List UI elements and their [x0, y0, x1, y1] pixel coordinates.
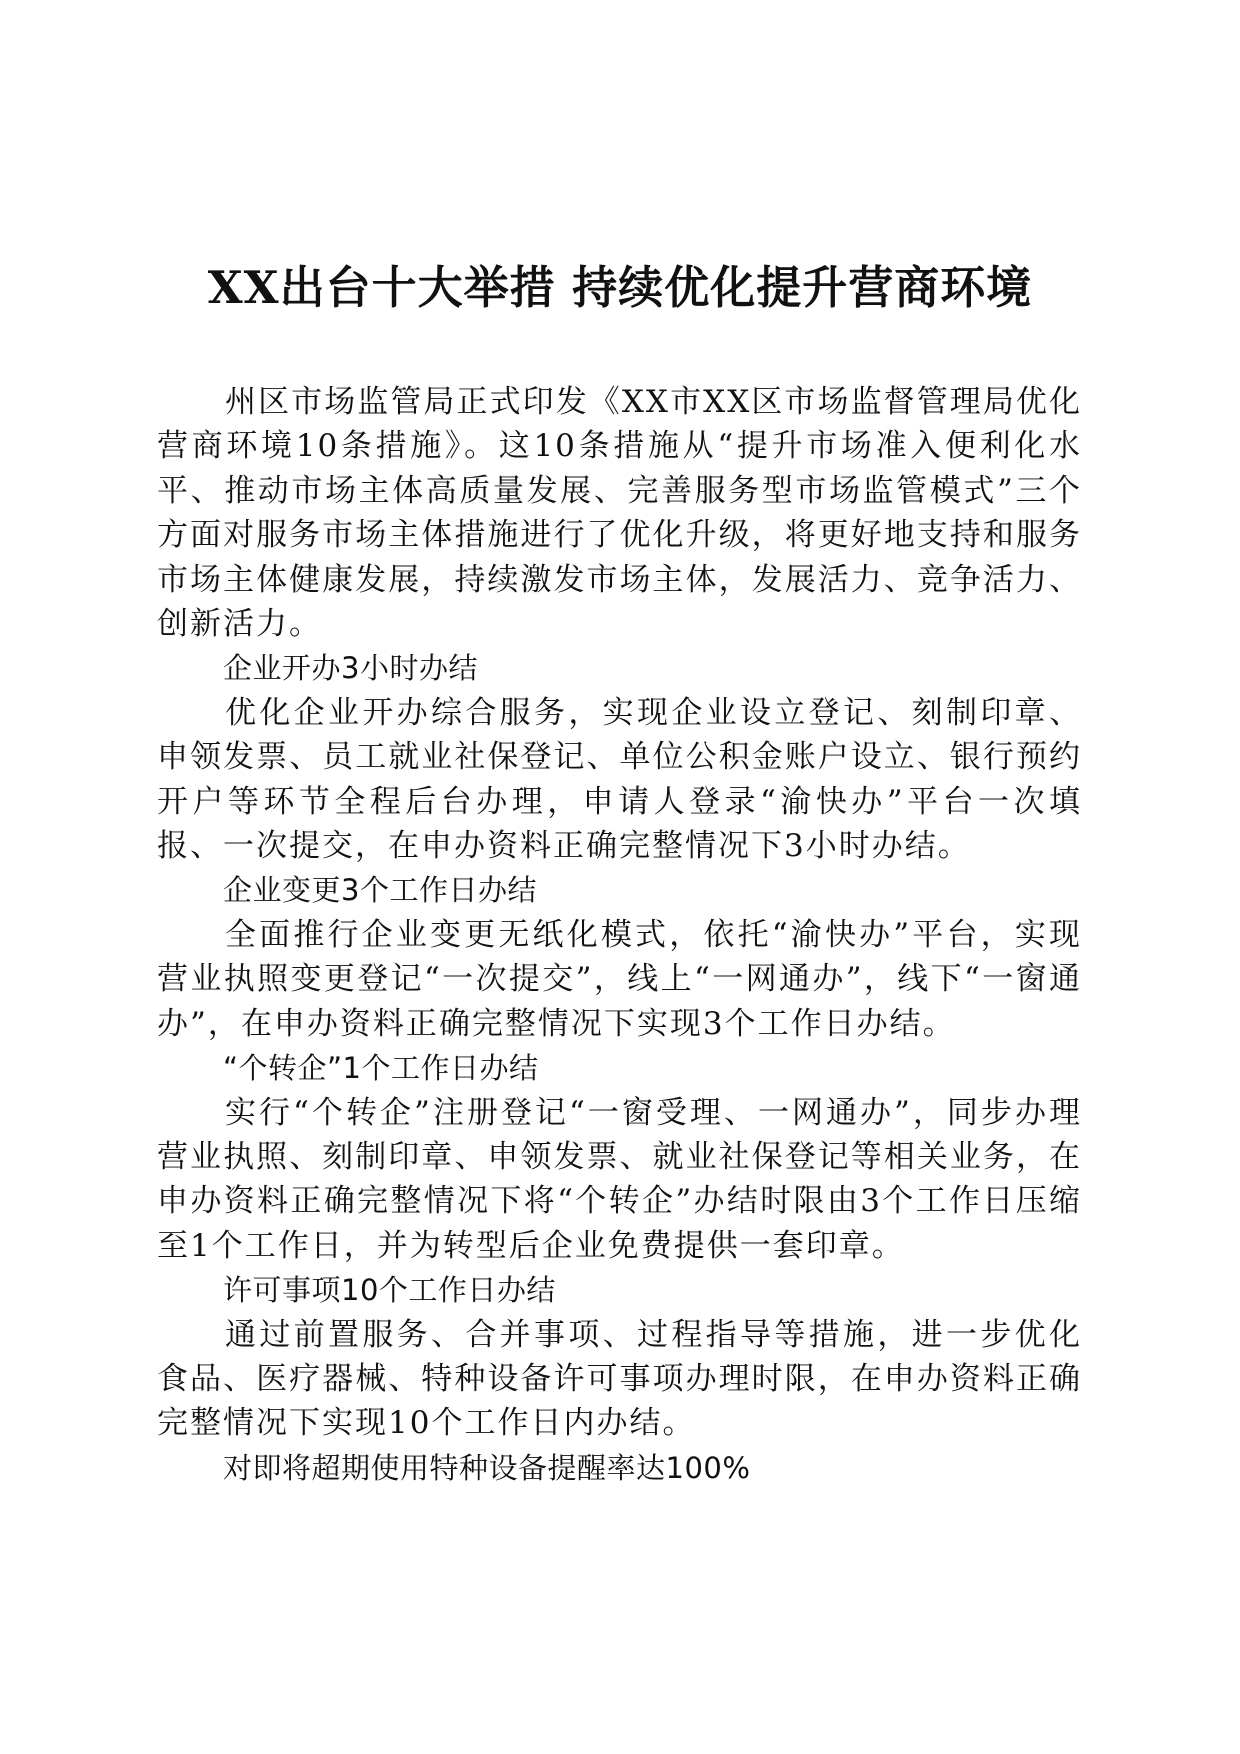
section-heading-company-change: 企业变更3个工作日办结: [223, 873, 537, 908]
document-title: XX出台十大举措 持续优化提升营商环境: [207, 261, 1033, 314]
section-heading-individual-to-company: “个转企”1个工作日办结: [223, 1051, 539, 1086]
intro-paragraph: 州区市场监管局正式印发《XX市XX区市场监督管理局优化营商环境10条措施》。这10条措施从“提升市场准入便利化水平、推动市场主体高质量发展、完善服务型市场监管模式”三个方面对服务市场主体措施进行了优化升级，将更好地支持和服务市场主体健康发展，持续激发市场主体，发展活力、竞争活力、创新活力。: [157, 384, 1082, 643]
section-heading-special-equipment: 对即将超期使用特种设备提醒率达100%: [223, 1450, 751, 1485]
section-text-permits: 通过前置服务、合并事项、过程指导等措施，进一步优化食品、医疗器械、特种设备许可事项办理时限，在申办资料正确完整情况下实现10个工作日内办结。: [157, 1316, 1082, 1442]
document-body: [157, 380, 1082, 1490]
section-heading-company-opening: 企业开办3小时办结: [223, 651, 478, 686]
section-heading-permits: 许可事项10个工作日办结: [223, 1273, 556, 1308]
section-text-company-opening: 优化企业开办综合服务，实现企业设立登记、刻制印章、申领发票、员工就业社保登记、单位公积金账户设立、银行预约开户等环节全程后台办理，申请人登录“渝快办”平台一次填报、一次提交，在申办资料正确完整情况下3小时办结。: [157, 694, 1082, 865]
section-text-individual-to-company: 实行“个转企”注册登记“一窗受理、一网通办”，同步办理营业执照、刻制印章、申领发票、就业社保登记等相关业务，在申办资料正确完整情况下将“个转企”办结时限由3个工作日压缩至1个工作日，并为转型后企业免费提供一套印章。: [157, 1094, 1082, 1264]
section-text-company-change: 全面推行企业变更无纸化模式，依托“渝快办”平台，实现营业执照变更登记“一次提交”，线上“一网通办”，线下“一窗通办”，在申办资料正确完整情况下实现3个工作日办结。: [157, 916, 1082, 1042]
